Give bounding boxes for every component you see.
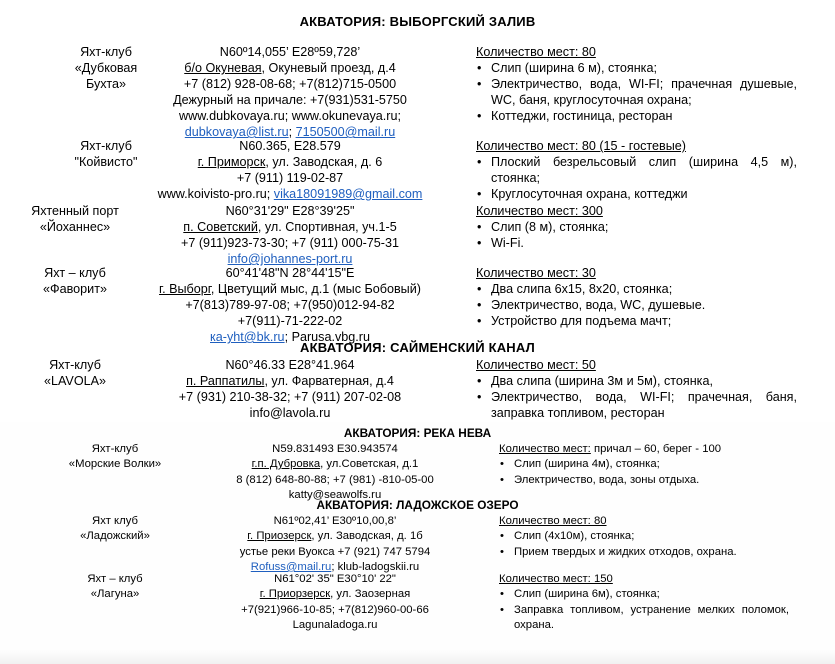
section-heading-saimaa: АКВАТОРИЯ: САЙМЕНСКИЙ КАНАЛ bbox=[300, 340, 535, 355]
coordinates: N60°31'29" E28°39'25" bbox=[225, 204, 355, 218]
coordinates: N60.365, E28.579 bbox=[239, 139, 341, 153]
email-link[interactable]: info@johannes-port.ru bbox=[227, 252, 353, 266]
phone: +7 (812) 928-08-68; +7(812)715-0500 bbox=[183, 77, 397, 91]
club-facilities bbox=[499, 442, 789, 488]
facility-item: • Слип (4х10м), стоянка; bbox=[499, 529, 789, 544]
document-fragment-bottom bbox=[0, 422, 835, 664]
facility-item: • Два слипа 6х15, 8х20, стоянка; bbox=[476, 281, 797, 297]
emails: Rofuss@mail.ru; klub-ladogskii.ru bbox=[250, 560, 420, 573]
address: г. Выборг, Цветущий мыс, д.1 (мыс Бобовый) bbox=[159, 282, 421, 296]
places-count: Количество мест: 30 bbox=[476, 266, 596, 280]
coordinates: N60º14,055’ E28º59,728’ bbox=[219, 45, 361, 59]
address: г. Приозерск, ул. Заводская, д. 1б bbox=[247, 530, 423, 543]
facility-item: • Слип (ширина 4м), стоянка; bbox=[499, 457, 789, 472]
phone: +7(813)789-97-08; +7(950)012-94-82 bbox=[185, 298, 395, 312]
coordinates: N61°02' 35" E30°10' 22" bbox=[274, 573, 396, 585]
club-name: Яхт-клуб «LAVOLA» bbox=[43, 358, 107, 388]
places-count: Количество мест: 80 (15 - гостевые) bbox=[476, 139, 686, 153]
phone: +7 (911) 119-02-87 bbox=[236, 171, 344, 185]
club-facilities bbox=[499, 572, 789, 633]
email: katty@seawolfs.ru bbox=[288, 488, 382, 501]
club-contacts bbox=[130, 265, 450, 345]
emails: dubkovaya@list.ru; 7150500@mail.ru bbox=[184, 125, 396, 139]
coordinates: N60°46.33 E28°41.964 bbox=[225, 358, 355, 372]
club-contacts bbox=[130, 138, 450, 202]
phone: +7 (911)923-73-30; +7 (911) 000-75-31 bbox=[181, 236, 399, 250]
address: п. Раппатилы, ул. Фарватерная, д.4 bbox=[186, 374, 394, 388]
places-count: Количество мест: 80 bbox=[476, 45, 596, 59]
facility-item: • Круглосуточная охрана, коттеджи bbox=[476, 186, 797, 202]
address: г. Приорзерск, ул. Заозерная bbox=[259, 588, 411, 601]
club-name: Яхт клуб «Ладожский» bbox=[80, 515, 150, 543]
club-contacts bbox=[190, 572, 480, 633]
club-facilities bbox=[476, 203, 797, 251]
website: www.koivisto-pro.ru; vika18091989@gmail.com bbox=[157, 187, 423, 201]
duty-phone: Дежурный на причале: +7(931)531-5750 bbox=[173, 93, 407, 107]
places-count: Количество мест: 50 bbox=[476, 358, 596, 372]
address: г.п. Дубровка, ул.Советская, д.1 bbox=[251, 458, 419, 471]
facility-item: • Электричество, вода, WI-FI; прачечная, баня, заправка топливом, ресторан bbox=[476, 389, 797, 421]
club-contacts bbox=[130, 44, 450, 140]
facility-item: • Электричество, вода, WI-FI; прачечная душевые, WC, баня, круглосуточная охрана; bbox=[476, 76, 797, 108]
facility-item: • Слип (ширина 6м), стоянка; bbox=[499, 587, 789, 602]
facility-item: • Слип (ширина 6 м), стоянка; bbox=[476, 60, 797, 76]
section-heading-ladoga: АКВАТОРИЯ: ЛАДОЖСКОЕ ОЗЕРО bbox=[316, 498, 519, 512]
phone: +7(921)966-10-85; +7(812)960-00-66 bbox=[241, 603, 429, 616]
facility-item: • Устройство для подъема мачт; bbox=[476, 313, 797, 329]
club-contacts bbox=[130, 203, 450, 267]
club-facilities bbox=[476, 44, 797, 124]
club-name: Яхтенный порт «Йоханнес» bbox=[31, 204, 119, 234]
facility-item: • Электричество, вода, зоны отдыха. bbox=[499, 473, 789, 488]
emails: ка-yht@bk.ru; Parusa.vbg.ru bbox=[210, 330, 370, 344]
facility-item: • Коттеджи, гостиница, ресторан bbox=[476, 108, 797, 124]
phone: 8 (812) 648-80-88; +7 (981) -810-05-00 bbox=[236, 473, 434, 486]
coordinates: N59.831493 E30.943574 bbox=[272, 443, 398, 455]
club-contacts bbox=[190, 514, 480, 575]
phone: +7(911)-71-222-02 bbox=[237, 314, 343, 328]
club-contacts bbox=[130, 357, 450, 421]
email-link[interactable]: ка-yht@bk.ru bbox=[210, 330, 285, 344]
email-link[interactable]: 7150500@mail.ru bbox=[295, 125, 396, 139]
club-name: Яхт – клуб «Фаворит» bbox=[43, 266, 107, 296]
email-link[interactable]: Rofuss@mail.ru bbox=[250, 560, 332, 573]
club-contacts bbox=[190, 442, 480, 503]
coordinates: 60°41'48"N 28°44'15"E bbox=[225, 266, 355, 280]
club-name: Яхт-клуб "Койвисто" bbox=[74, 139, 138, 169]
facility-item: • Два слипа (ширина 3м и 5м), стоянка, bbox=[476, 373, 797, 389]
facility-item: • Слип (8 м), стоянка; bbox=[476, 219, 797, 235]
address: г. Приморск, ул. Заводская, д. 6 bbox=[197, 155, 383, 169]
club-facilities bbox=[476, 265, 797, 329]
club-facilities bbox=[476, 138, 797, 202]
club-facilities bbox=[476, 357, 797, 421]
facility-item: • Заправка топливом, устранение мелких поломок, охрана. bbox=[499, 603, 789, 634]
address: б/о Окуневая, Окуневый проезд, д.4 bbox=[184, 61, 396, 75]
section-heading-vyborg: АКВАТОРИЯ: ВЫБОРГСКИЙ ЗАЛИВ bbox=[299, 14, 536, 29]
email-link[interactable]: dubkovaya@list.ru bbox=[184, 125, 289, 139]
email: info@lavola.ru bbox=[249, 406, 331, 420]
phone: устье реки Вуокса +7 (921) 747 5794 bbox=[239, 545, 431, 558]
facility-item: • Wi-Fi. bbox=[476, 235, 797, 251]
phone: +7 (931) 210-38-32; +7 (911) 207-02-08 bbox=[178, 390, 402, 404]
facility-item: • Плоский безрельсовый слип (ширина 4,5 м), стоянка; bbox=[476, 154, 797, 186]
section-heading-neva: АКВАТОРИЯ: РЕКА НЕВА bbox=[343, 426, 492, 440]
club-name: Яхт – клуб «Лагуна» bbox=[87, 573, 143, 601]
club-facilities bbox=[499, 514, 789, 560]
facility-item: • Прием твердых и жидких отходов, охрана. bbox=[499, 545, 789, 560]
website: Lagunaladoga.ru bbox=[292, 618, 378, 631]
website: www.dubkovaya.ru; www.okunevaya.ru; bbox=[179, 109, 401, 123]
club-name: Яхт-клуб «Морские Волки» bbox=[68, 443, 162, 471]
coordinates: N61º02,41’ E30º10,00,8’ bbox=[273, 515, 397, 527]
places-count: Количество мест: 300 bbox=[476, 204, 603, 218]
email-link[interactable]: vika18091989@gmail.com bbox=[273, 187, 423, 201]
club-name: Яхт-клуб «Дубковая Бухта» bbox=[74, 45, 138, 91]
places-count: Количество мест: 80 bbox=[499, 515, 607, 527]
facility-item: • Электричество, вода, WC, душевые. bbox=[476, 297, 797, 313]
page-bottom-shade bbox=[0, 650, 835, 664]
places-count: Количество мест: 150 bbox=[499, 573, 613, 585]
address: п. Советский, ул. Спортивная, уч.1-5 bbox=[183, 220, 397, 234]
places-count: Количество мест: причал – 60, берег - 100 bbox=[499, 443, 722, 455]
